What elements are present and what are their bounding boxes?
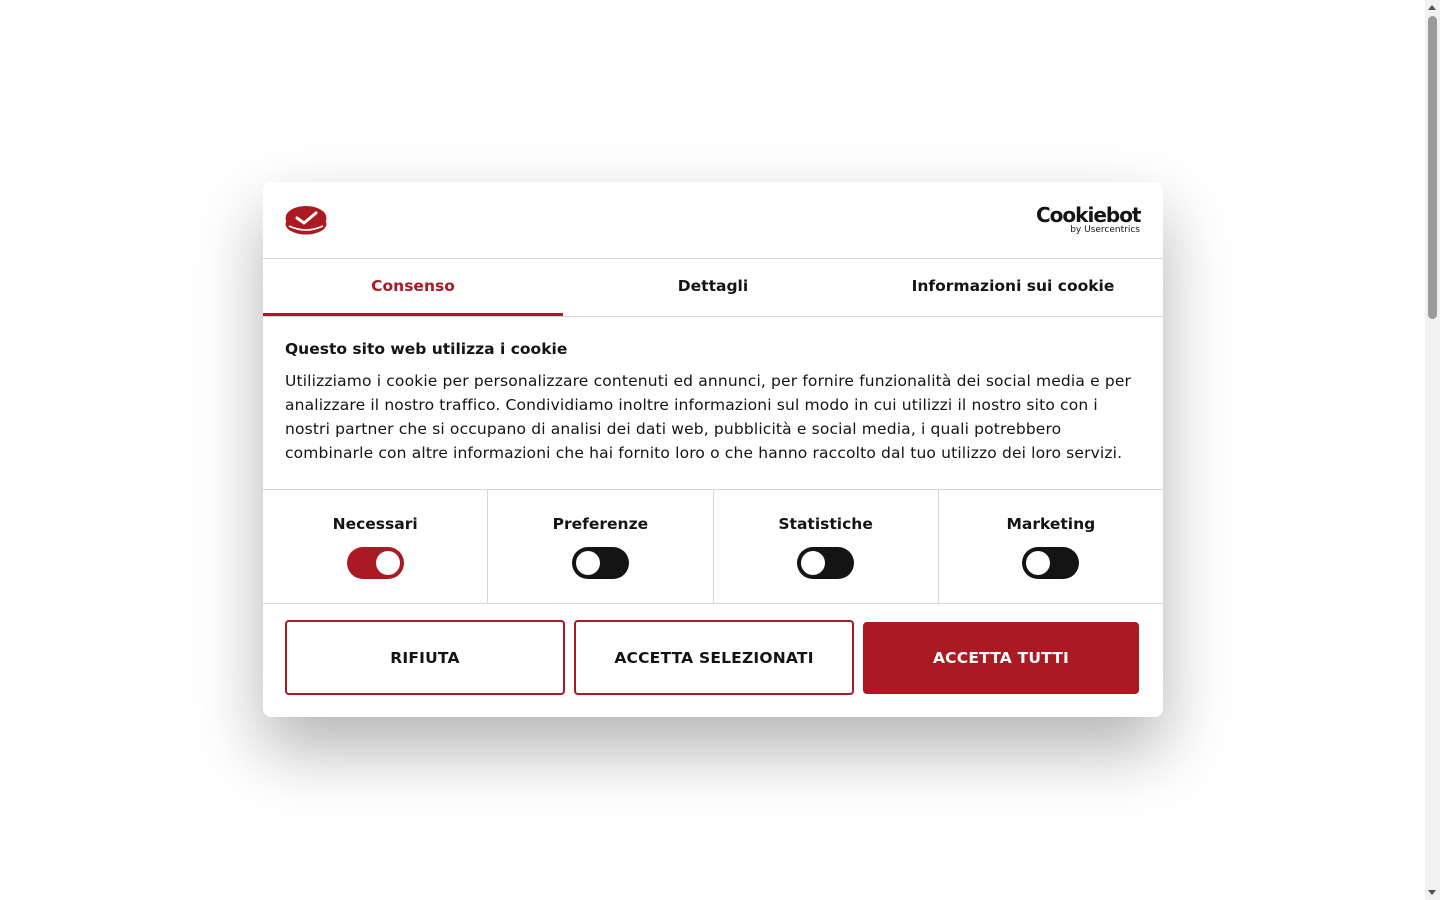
toggle-label-marketing: Marketing [1006,515,1096,533]
toggle-switch-marketing[interactable] [1022,547,1079,579]
reject-button[interactable]: RIFIUTA [285,620,565,695]
toggle-cell-marketing [939,490,1163,603]
action-buttons [263,604,1163,695]
page-scrollbar[interactable] [1425,0,1440,900]
accept-selected-button[interactable]: ACCETTA SELEZIONATI [574,620,854,695]
toggle-switch-preferenze[interactable] [572,547,629,579]
cookiebot-wordmark: Cookiebot [1036,203,1141,227]
toggle-switch-necessari[interactable] [347,547,404,579]
consent-title: Questo sito web utilizza i cookie [285,340,568,358]
tab-informazioni-cookie[interactable]: Informazioni sui cookie [911,277,1115,295]
toggle-label-necessari: Necessari [332,515,418,533]
switch-knob [376,551,400,575]
red-cookie-check-icon [285,204,327,236]
accept-all-button[interactable]: ACCETTA TUTTI [863,622,1139,694]
tab-bar [263,259,1163,317]
dialog-header [263,182,1163,259]
tab-consenso[interactable]: Consenso [263,259,563,316]
consent-body [263,317,1163,490]
toggle-label-statistiche: Statistiche [778,515,873,533]
switch-knob [801,551,825,575]
toggle-label-preferenze: Preferenze [552,515,649,533]
scroll-up-arrow-icon[interactable] [1428,5,1436,10]
cookie-consent-dialog [263,182,1163,717]
cookiebot-logo[interactable] [1036,204,1140,236]
category-toggles [263,490,1163,604]
consent-description: Utilizziamo i cookie per personalizzare contenuti ed annunci, per fornire funzionalità dei social media e per analizzare il nostro traffico. Condividiamo inoltre informazioni sul modo in cui utilizzi il nostro sito con i nostri partner che si occupano di analisi dei dati web, pubblicità e social media, i quali potrebbero combinarle con altre informazioni che hai fornito loro o che hanno raccolto dal tuo utilizzo dei loro servizi. [285,372,1132,462]
cookiebot-byline: by Usercentrics [1070,225,1140,235]
scroll-thumb[interactable] [1428,16,1437,319]
switch-knob [1026,551,1050,575]
scroll-down-arrow-icon[interactable] [1428,890,1436,895]
toggle-switch-statistiche[interactable] [797,547,854,579]
switch-knob [576,551,600,575]
toggle-cell-necessari [263,490,488,603]
toggle-cell-statistiche [714,490,939,603]
toggle-cell-preferenze [488,490,713,603]
tab-dettagli[interactable]: Dettagli [677,277,749,295]
